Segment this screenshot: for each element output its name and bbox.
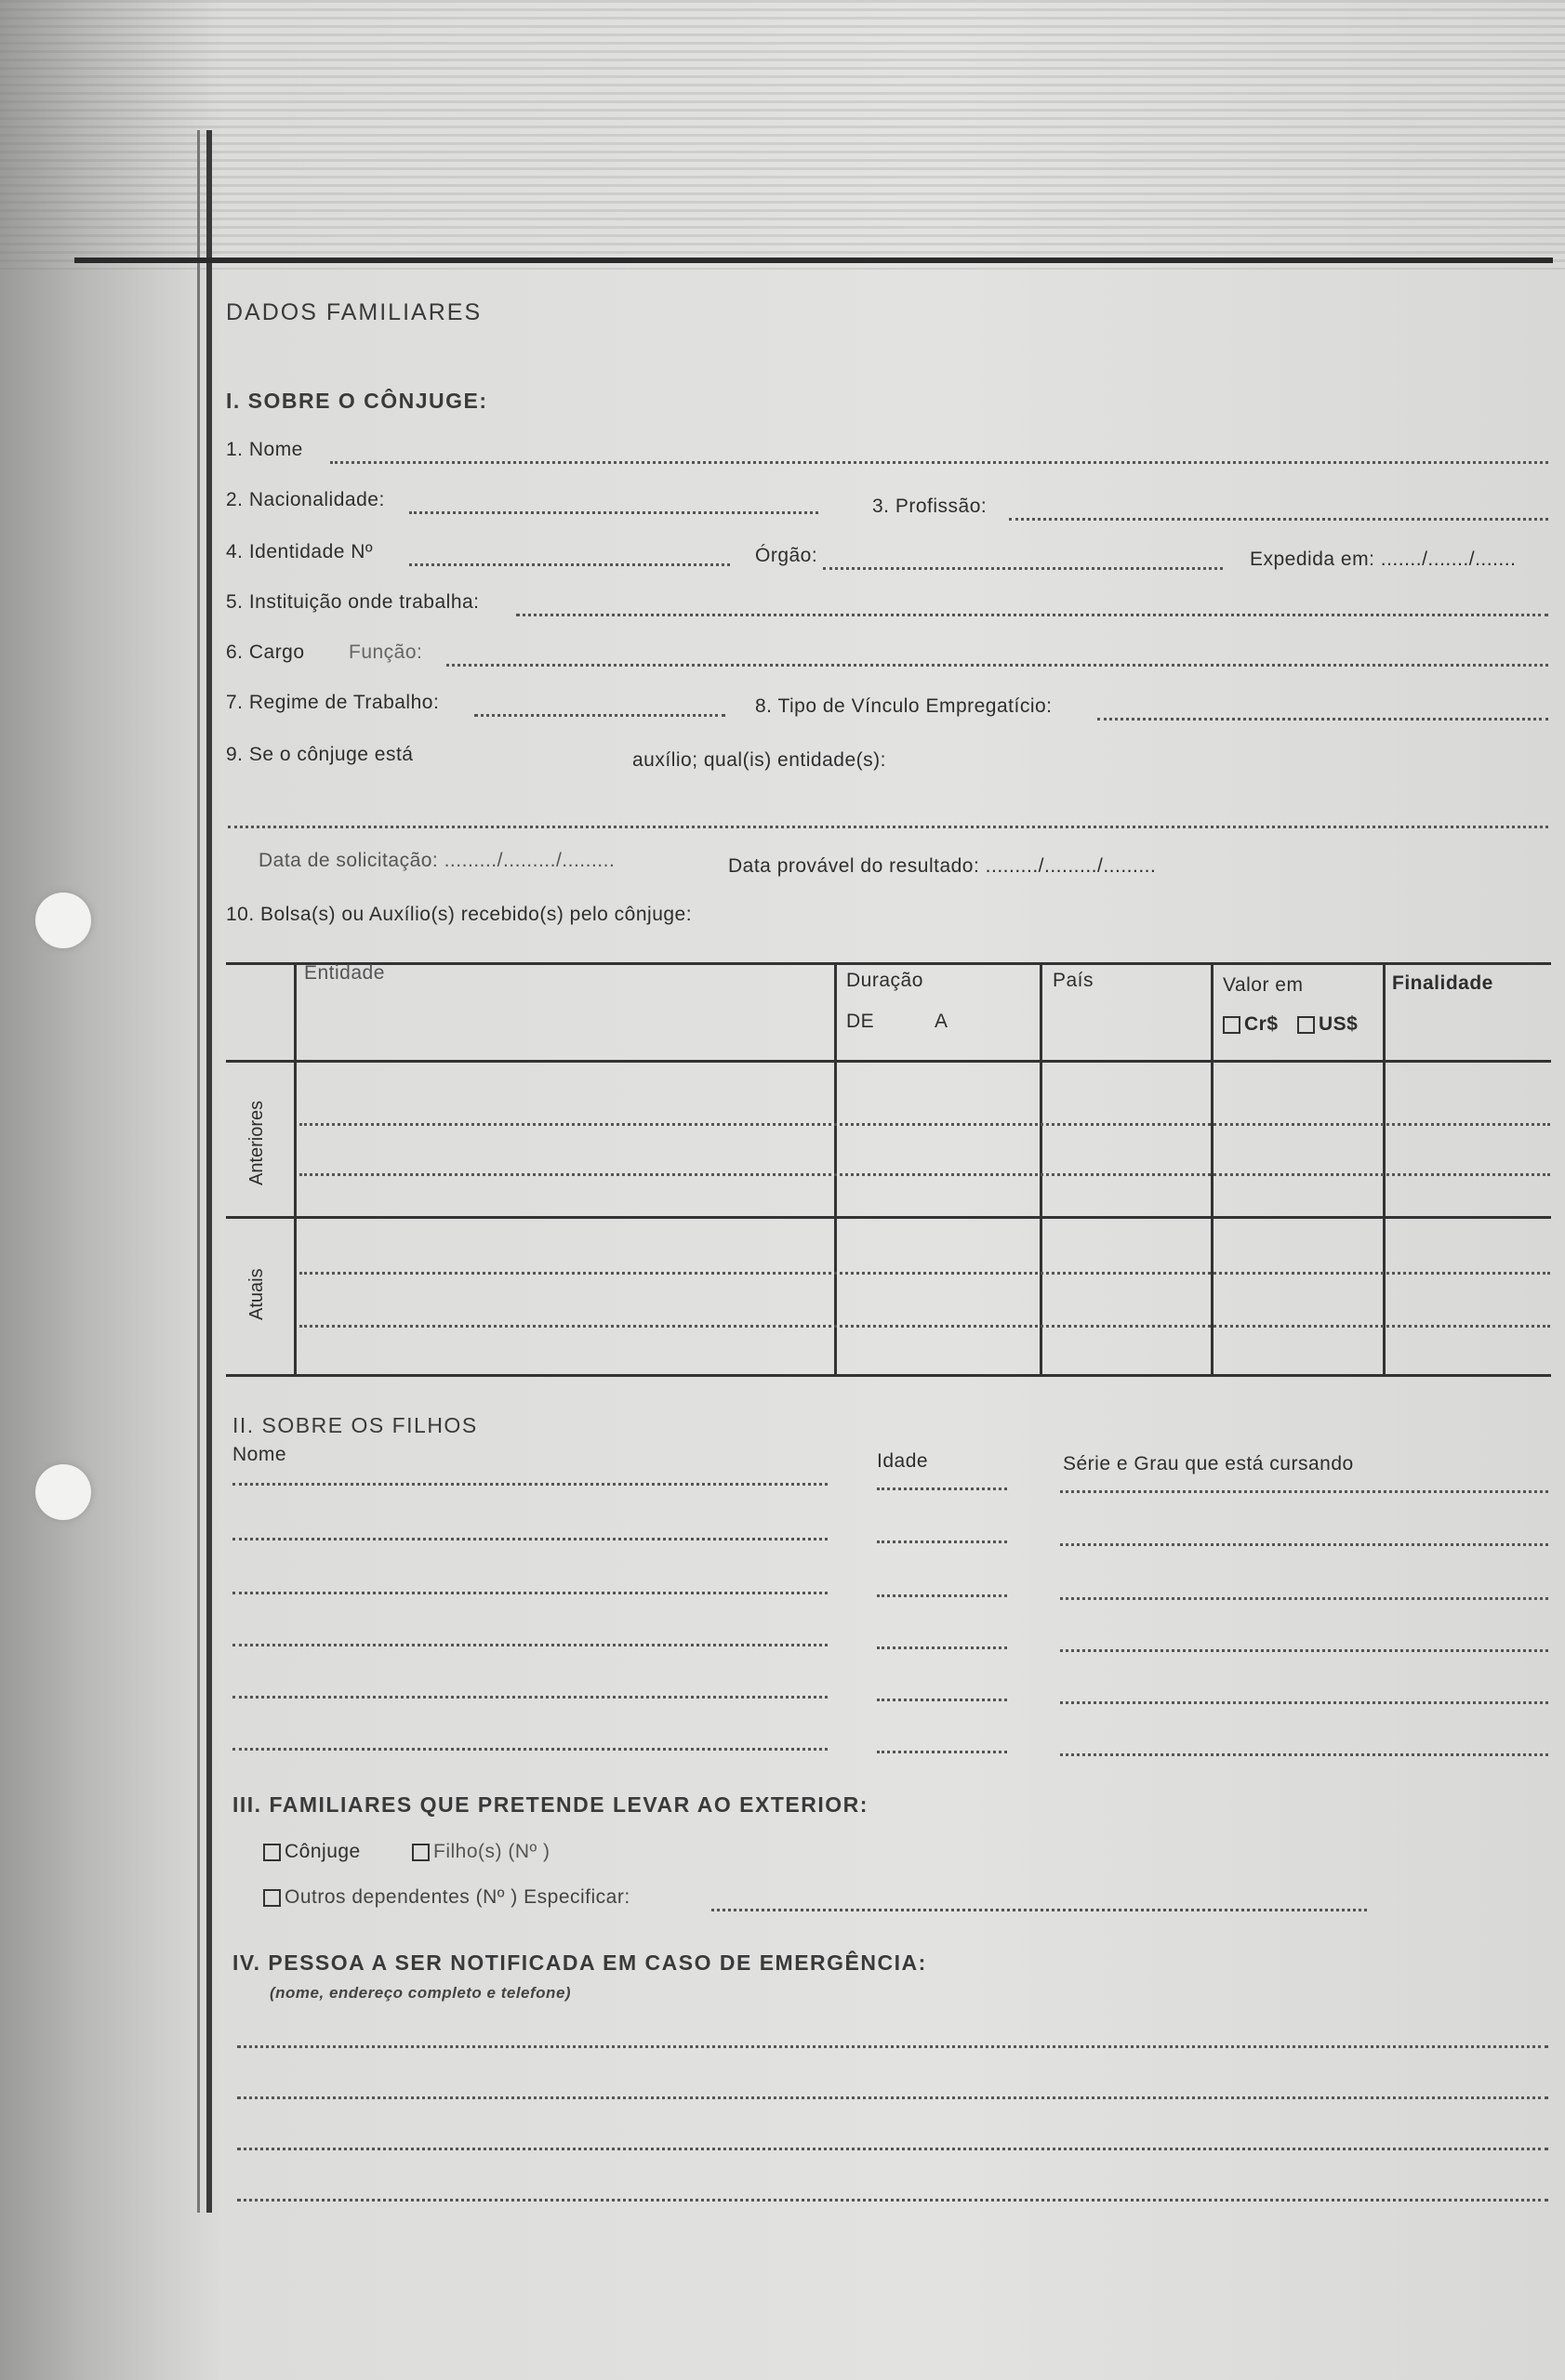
field-identidade[interactable] — [409, 563, 730, 566]
table-bottom-border — [226, 1374, 1551, 1377]
field-filho-idade[interactable] — [877, 1699, 1007, 1701]
table-top-border — [226, 962, 1551, 965]
col-pais: País — [1053, 970, 1094, 991]
table-col-line — [1383, 962, 1386, 1374]
option-outros[interactable]: Outros dependentes (Nº ) Especificar: — [263, 1886, 630, 1909]
scan-streaks — [0, 0, 1565, 270]
field-orgao[interactable] — [823, 567, 1223, 570]
field-filho-nome[interactable] — [232, 1644, 828, 1646]
section-4-title: IV. PESSOA A SER NOTIFICADA EM CASO DE EMERGÊNCIA: — [232, 1950, 927, 1975]
label-vinculo: 8. Tipo de Vínculo Empregatício: — [755, 695, 1053, 717]
label-cargo: 6. Cargo — [226, 641, 305, 663]
option-us[interactable]: US$ — [1297, 1013, 1358, 1036]
field-especificar[interactable] — [711, 1909, 1367, 1911]
field-filho-nome[interactable] — [232, 1483, 828, 1486]
punch-hole-top — [35, 892, 91, 948]
col-a: A — [935, 1011, 948, 1032]
table-row-line[interactable] — [299, 1272, 1550, 1275]
label-regime: 7. Regime de Trabalho: — [226, 692, 440, 713]
row-label-anteriores: Anteriores — [246, 1100, 267, 1185]
label-instituicao: 5. Instituição onde trabalha: — [226, 591, 480, 613]
option-cr[interactable]: Cr$ — [1223, 1013, 1279, 1036]
field-filho-nome[interactable] — [232, 1748, 828, 1751]
field-regime[interactable] — [474, 714, 725, 717]
table-col-line — [834, 962, 837, 1374]
field-profissao[interactable] — [1009, 518, 1548, 521]
label-data-resultado[interactable]: Data provável do resultado: ........./........./......... — [728, 855, 1157, 877]
table-col-line — [294, 962, 297, 1374]
left-margin-line — [197, 130, 200, 2213]
checkbox-icon[interactable] — [412, 1844, 430, 1861]
field-filho-serie[interactable] — [1060, 1753, 1548, 1756]
field-instituicao[interactable] — [516, 614, 1548, 616]
label-expedida[interactable]: Expedida em: ......./......./....... — [1250, 549, 1517, 570]
col-entidade: Entidade — [304, 962, 385, 984]
field-emergencia-line[interactable] — [237, 2096, 1548, 2099]
field-filho-idade[interactable] — [877, 1594, 1007, 1597]
table-row-line[interactable] — [299, 1123, 1550, 1126]
label-item9: 9. Se o cônjuge está — [226, 744, 414, 765]
label-item10: 10. Bolsa(s) ou Auxílio(s) recebido(s) pelo cônjuge: — [226, 904, 693, 925]
table-header-border — [226, 1060, 1551, 1063]
field-filho-nome[interactable] — [232, 1592, 828, 1594]
col-duracao: Duração — [846, 970, 923, 991]
field-filho-serie[interactable] — [1060, 1649, 1548, 1652]
punch-hole-bottom — [35, 1464, 91, 1520]
label-item9b: auxílio; qual(is) entidade(s): — [632, 749, 886, 771]
label-identidade: 4. Identidade Nº — [226, 541, 374, 562]
field-entidades[interactable] — [228, 826, 1548, 828]
field-emergencia-line[interactable] — [237, 2045, 1548, 2048]
field-filho-serie[interactable] — [1060, 1701, 1548, 1704]
col-serie: Série e Grau que está cursando — [1063, 1453, 1354, 1474]
label-orgao: Órgão: — [755, 545, 818, 566]
col-idade: Idade — [877, 1450, 929, 1472]
label-funcao: Função: — [349, 641, 423, 663]
checkbox-icon[interactable] — [263, 1844, 281, 1861]
field-filho-serie[interactable] — [1060, 1597, 1548, 1600]
section-4-subtitle: (nome, endereço completo e telefone) — [270, 1984, 572, 2002]
field-filho-idade[interactable] — [877, 1646, 1007, 1649]
field-filho-nome[interactable] — [232, 1696, 828, 1699]
section-3-title: III. FAMILIARES QUE PRETENDE LEVAR AO EXTERIOR: — [232, 1792, 869, 1817]
col-de: DE — [846, 1011, 875, 1032]
table-col-line — [1211, 962, 1214, 1374]
field-filho-idade[interactable] — [877, 1751, 1007, 1753]
table-row-line[interactable] — [299, 1325, 1550, 1328]
field-emergencia-line[interactable] — [237, 2199, 1548, 2202]
label-data-solicitacao[interactable]: Data de solicitação: ........./........./......... — [259, 850, 616, 871]
left-margin-bar — [206, 130, 212, 2213]
checkbox-icon[interactable] — [263, 1889, 281, 1907]
field-filho-idade[interactable] — [877, 1540, 1007, 1543]
option-filhos[interactable]: Filho(s) (Nº ) — [412, 1841, 550, 1863]
label-nacionalidade: 2. Nacionalidade: — [226, 489, 385, 510]
col-finalidade: Finalidade — [1392, 972, 1493, 994]
field-nacionalidade[interactable] — [409, 511, 818, 514]
label-nome: 1. Nome — [226, 439, 303, 460]
field-vinculo[interactable] — [1097, 718, 1548, 721]
field-nome[interactable] — [330, 461, 1548, 464]
table-col-line — [1040, 962, 1042, 1374]
field-emergencia-line[interactable] — [237, 2148, 1548, 2150]
option-conjuge[interactable]: Cônjuge — [263, 1841, 361, 1863]
table-mid-border — [226, 1216, 1551, 1219]
table-row-line[interactable] — [299, 1173, 1550, 1176]
section-2-title: II. SOBRE OS FILHOS — [232, 1413, 478, 1437]
label-profissao: 3. Profissão: — [872, 496, 988, 517]
top-rule — [74, 258, 1553, 263]
row-label-atuais: Atuais — [246, 1268, 267, 1320]
field-cargo-funcao[interactable] — [446, 664, 1548, 667]
checkbox-icon[interactable] — [1223, 1016, 1240, 1034]
col-valor: Valor em — [1223, 974, 1304, 996]
field-filho-nome[interactable] — [232, 1538, 828, 1540]
field-filho-serie[interactable] — [1060, 1490, 1548, 1493]
field-filho-idade[interactable] — [877, 1488, 1007, 1490]
col-nome: Nome — [232, 1444, 287, 1465]
section-1-title: I. SOBRE O CÔNJUGE: — [226, 389, 488, 413]
field-filho-serie[interactable] — [1060, 1543, 1548, 1546]
checkbox-icon[interactable] — [1297, 1016, 1315, 1034]
page-title: DADOS FAMILIARES — [226, 299, 483, 325]
